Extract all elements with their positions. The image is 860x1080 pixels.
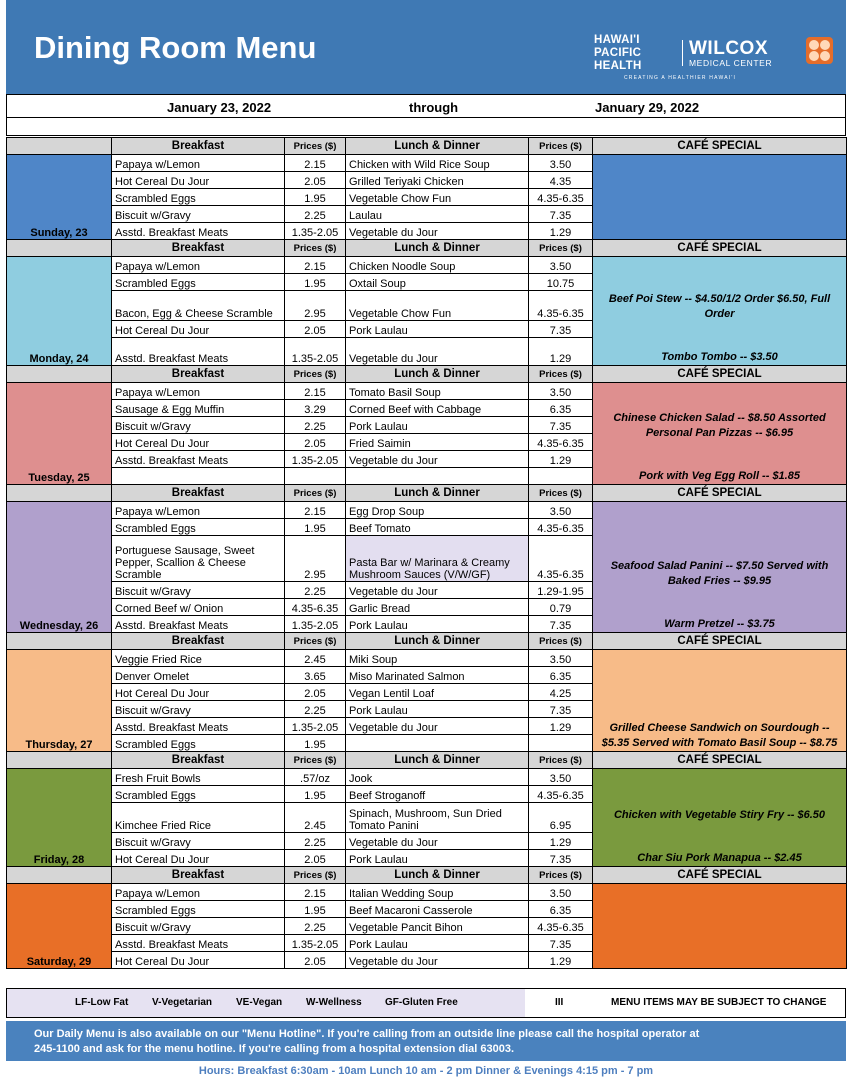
breakfast-item: Denver Omelet [112, 667, 285, 684]
lunch-dinner-header: Lunch & Dinner [346, 485, 529, 502]
lunch-dinner-price: 4.35-6.35 [529, 189, 593, 206]
breakfast-price: 2.25 [285, 701, 346, 718]
breakfast-price: 2.05 [285, 952, 346, 969]
breakfast-price: 2.15 [285, 155, 346, 172]
lunch-dinner-item: Egg Drop Soup [346, 502, 529, 519]
end-date: January 29, 2022 [595, 100, 700, 115]
breakfast-price: 2.05 [285, 172, 346, 189]
breakfast-prices-header: Prices ($) [285, 138, 346, 155]
breakfast-item: Papaya w/Lemon [112, 383, 285, 400]
breakfast-price: 1.95 [285, 274, 346, 291]
breakfast-item: Kimchee Fried Rice [112, 803, 285, 833]
breakfast-price: 2.25 [285, 918, 346, 935]
breakfast-price: 1.95 [285, 786, 346, 803]
breakfast-prices-header: Prices ($) [285, 485, 346, 502]
cafe-special-item: Chinese Chicken Salad -- $8.50 Assorted Personal Pan Pizzas -- $6.95 [613, 412, 826, 439]
lunch-dinner-price: 7.35 [529, 701, 593, 718]
day-label: Monday, 24 [7, 257, 112, 366]
lunch-dinner-price: 7.35 [529, 321, 593, 338]
lunch-dinner-price: 7.35 [529, 935, 593, 952]
lunch-dinner-price: 4.35-6.35 [529, 786, 593, 803]
hotline-text-line2: 245-1100 and ask for the menu hotline. If you're calling from a hospital extension dial 63003. [34, 1043, 515, 1055]
lunch-prices-header: Prices ($) [529, 633, 593, 650]
lunch-prices-header: Prices ($) [529, 138, 593, 155]
lunch-dinner-header: Lunch & Dinner [346, 366, 529, 383]
lunch-dinner-price: 1.29 [529, 952, 593, 969]
cafe-special-header: CAFÉ SPECIAL [593, 752, 847, 769]
lunch-dinner-item: Pork Laulau [346, 850, 529, 867]
breakfast-item: Hot Cereal Du Jour [112, 172, 285, 189]
breakfast-item: Papaya w/Lemon [112, 257, 285, 274]
breakfast-price: 2.05 [285, 434, 346, 451]
lunch-dinner-price: 6.35 [529, 667, 593, 684]
breakfast-item: Scrambled Eggs [112, 519, 285, 536]
wilcox-logo-name: WILCOX [689, 38, 768, 59]
cafe-special-item: Beef Poi Stew -- $4.50/1/2 Order $6.50, Full Order [608, 293, 831, 320]
breakfast-price: 2.45 [285, 650, 346, 667]
lunch-dinner-item: Miso Marinated Salmon [346, 667, 529, 684]
breakfast-price: 3.29 [285, 400, 346, 417]
breakfast-price: 2.15 [285, 884, 346, 901]
lunch-dinner-price: 1.29 [529, 338, 593, 366]
blank-header-cell [7, 366, 112, 383]
breakfast-price: .57/oz [285, 769, 346, 786]
lunch-dinner-price: 4.25 [529, 684, 593, 701]
cafe-special-item: Pork with Veg Egg Roll -- $1.85 [639, 470, 800, 482]
lunch-dinner-item: Pork Laulau [346, 616, 529, 633]
breakfast-price: 2.15 [285, 257, 346, 274]
legend-bar [6, 988, 846, 1018]
column-header-row [7, 485, 847, 502]
logo-divider [682, 40, 683, 66]
breakfast-price: 2.95 [285, 291, 346, 321]
legend-vegan: VE-Vegan [236, 997, 283, 1008]
lunch-dinner-item: Laulau [346, 206, 529, 223]
breakfast-price: 2.05 [285, 684, 346, 701]
breakfast-item: Papaya w/Lemon [112, 155, 285, 172]
column-header-row [7, 138, 847, 155]
breakfast-price: 1.95 [285, 901, 346, 918]
breakfast-item: Biscuit w/Gravy [112, 206, 285, 223]
lunch-dinner-item: Grilled Teriyaki Chicken [346, 172, 529, 189]
breakfast-item: Biscuit w/Gravy [112, 701, 285, 718]
cafe-special-item: Grilled Cheese Sandwich on Sourdough -- $5.35 Served with Tomato Basil Soup -- $8.75 [601, 722, 838, 749]
lunch-dinner-price: 3.50 [529, 769, 593, 786]
day-label: Saturday, 29 [7, 884, 112, 969]
lunch-dinner-item: Pork Laulau [346, 417, 529, 434]
logo-line: PACIFIC [594, 47, 642, 59]
lunch-dinner-price: 7.35 [529, 616, 593, 633]
breakfast-prices-header: Prices ($) [285, 867, 346, 884]
lunch-dinner-price: 6.35 [529, 400, 593, 417]
breakfast-item: Hot Cereal Du Jour [112, 434, 285, 451]
lunch-dinner-price [529, 735, 593, 752]
lunch-dinner-item: Vegetable Chow Fun [346, 291, 529, 321]
blank-header-cell [7, 240, 112, 257]
lunch-dinner-item: Vegetable du Jour [346, 718, 529, 735]
lunch-dinner-price: 4.35-6.35 [529, 536, 593, 582]
blank-header-cell [7, 867, 112, 884]
breakfast-price: 1.35-2.05 [285, 223, 346, 240]
lunch-dinner-item: Vegetable du Jour [346, 338, 529, 366]
column-header-row [7, 867, 847, 884]
lunch-dinner-item: Pasta Bar w/ Marinara & Creamy Mushroom Sauces (V/W/GF) [346, 536, 529, 582]
legend-vegetarian: V-Vegetarian [152, 997, 213, 1008]
blank-header-cell [7, 138, 112, 155]
lunch-dinner-price: 3.50 [529, 383, 593, 400]
cafe-special-header: CAFÉ SPECIAL [593, 485, 847, 502]
breakfast-item: Scrambled Eggs [112, 786, 285, 803]
flower-logo-icon [806, 37, 833, 64]
spacer-row [6, 118, 846, 136]
breakfast-item: Papaya w/Lemon [112, 884, 285, 901]
lunch-dinner-item: Corned Beef with Cabbage [346, 400, 529, 417]
breakfast-item: Portuguese Sausage, Sweet Pepper, Scallion & Cheese Scramble [112, 536, 285, 582]
lunch-dinner-price: 3.50 [529, 257, 593, 274]
breakfast-price: 2.25 [285, 417, 346, 434]
lunch-dinner-header: Lunch & Dinner [346, 240, 529, 257]
breakfast-header: Breakfast [112, 366, 285, 383]
breakfast-item: Hot Cereal Du Jour [112, 952, 285, 969]
cafe-special-item: Seafood Salad Panini -- $7.50 Served with Baked Fries -- $9.95 [610, 560, 829, 587]
lunch-dinner-item: Pork Laulau [346, 321, 529, 338]
lunch-prices-header: Prices ($) [529, 867, 593, 884]
breakfast-header: Breakfast [112, 138, 285, 155]
lunch-dinner-item: Vegetable du Jour [346, 223, 529, 240]
breakfast-price: 1.35-2.05 [285, 935, 346, 952]
lunch-dinner-price: 4.35-6.35 [529, 291, 593, 321]
day-label: Friday, 28 [7, 769, 112, 867]
breakfast-price: 1.95 [285, 735, 346, 752]
through-label: through [409, 100, 459, 115]
breakfast-item: Asstd. Breakfast Meats [112, 338, 285, 366]
breakfast-item: Veggie Fried Rice [112, 650, 285, 667]
lunch-dinner-item: Spinach, Mushroom, Sun Dried Tomato Panini [346, 803, 529, 833]
menu-row [7, 502, 847, 519]
breakfast-item: Asstd. Breakfast Meats [112, 718, 285, 735]
menu-row [7, 650, 847, 667]
breakfast-price: 1.95 [285, 189, 346, 206]
breakfast-price: 2.15 [285, 502, 346, 519]
change-notice: MENU ITEMS MAY BE SUBJECT TO CHANGE [611, 997, 827, 1008]
breakfast-item: Hot Cereal Du Jour [112, 850, 285, 867]
menu-row [7, 769, 847, 786]
breakfast-price: 2.45 [285, 803, 346, 833]
breakfast-price: 4.35-6.35 [285, 599, 346, 616]
menu-row [7, 155, 847, 172]
breakfast-item: Asstd. Breakfast Meats [112, 616, 285, 633]
lunch-prices-header: Prices ($) [529, 752, 593, 769]
header-banner [6, 0, 846, 94]
cafe-special-item: Chicken with Vegetable Stiry Fry -- $6.50 [613, 809, 826, 821]
breakfast-price: 2.05 [285, 850, 346, 867]
day-label: Sunday, 23 [7, 155, 112, 240]
lunch-dinner-price: 1.29 [529, 833, 593, 850]
breakfast-price: 1.95 [285, 519, 346, 536]
lunch-dinner-price: 0.79 [529, 599, 593, 616]
breakfast-price: 1.35-2.05 [285, 616, 346, 633]
lunch-dinner-price: 3.50 [529, 502, 593, 519]
breakfast-item: Asstd. Breakfast Meats [112, 223, 285, 240]
menu-table [6, 137, 847, 969]
lunch-prices-header: Prices ($) [529, 366, 593, 383]
breakfast-item: Scrambled Eggs [112, 901, 285, 918]
breakfast-header: Breakfast [112, 867, 285, 884]
breakfast-prices-header: Prices ($) [285, 240, 346, 257]
lunch-dinner-price: 3.50 [529, 884, 593, 901]
column-header-row [7, 752, 847, 769]
column-header-row [7, 633, 847, 650]
logo-line: HEALTH [594, 60, 642, 72]
lunch-dinner-item: Chicken with Wild Rice Soup [346, 155, 529, 172]
cafe-special-cell [593, 884, 847, 969]
lunch-prices-header: Prices ($) [529, 485, 593, 502]
breakfast-price: 2.95 [285, 536, 346, 582]
start-date: January 23, 2022 [167, 100, 272, 115]
lunch-prices-header: Prices ($) [529, 240, 593, 257]
breakfast-item: Biscuit w/Gravy [112, 833, 285, 850]
lunch-dinner-item: Miki Soup [346, 650, 529, 667]
lunch-dinner-price: 4.35-6.35 [529, 434, 593, 451]
breakfast-item: Biscuit w/Gravy [112, 417, 285, 434]
cafe-special-cell [593, 502, 847, 633]
lunch-dinner-item: Beef Tomato [346, 519, 529, 536]
column-header-row [7, 240, 847, 257]
breakfast-price: 2.15 [285, 383, 346, 400]
breakfast-item: Asstd. Breakfast Meats [112, 935, 285, 952]
breakfast-price: 2.25 [285, 582, 346, 599]
lunch-dinner-header: Lunch & Dinner [346, 138, 529, 155]
cafe-special-item: Char Siu Pork Manapua -- $2.45 [637, 852, 802, 864]
blank-header-cell [7, 752, 112, 769]
breakfast-price [285, 468, 346, 485]
hotline-footer [6, 1021, 846, 1061]
wilcox-logo-subtitle: MEDICAL CENTER [689, 58, 773, 68]
cafe-special-header: CAFÉ SPECIAL [593, 138, 847, 155]
lunch-dinner-item: Garlic Bread [346, 599, 529, 616]
lunch-dinner-price: 1.29 [529, 718, 593, 735]
lunch-dinner-header: Lunch & Dinner [346, 752, 529, 769]
hotline-text-line1: Our Daily Menu is also available on our "Menu Hotline". If you're calling from an outside line please call the hospital operator at [34, 1028, 700, 1040]
legend-wellness: W-Wellness [306, 997, 362, 1008]
date-range [6, 94, 846, 118]
lunch-dinner-price: 4.35-6.35 [529, 918, 593, 935]
breakfast-price: 2.25 [285, 833, 346, 850]
day-label: Wednesday, 26 [7, 502, 112, 633]
lunch-dinner-item: Pork Laulau [346, 935, 529, 952]
hours-text: Hours: Breakfast 6:30am - 10am Lunch 10 am - 2 pm Dinner & Evenings 4:15 pm - 7 pm [198, 1065, 654, 1077]
breakfast-item: Bacon, Egg & Cheese Scramble [112, 291, 285, 321]
lunch-dinner-price: 3.50 [529, 650, 593, 667]
lunch-dinner-item [346, 468, 529, 485]
lunch-dinner-price: 7.35 [529, 850, 593, 867]
cafe-special-cell [593, 257, 847, 366]
lunch-dinner-price: 4.35-6.35 [529, 519, 593, 536]
cafe-special-cell [593, 769, 847, 867]
breakfast-price: 1.35-2.05 [285, 451, 346, 468]
lunch-dinner-price: 6.95 [529, 803, 593, 833]
breakfast-header: Breakfast [112, 752, 285, 769]
lunch-dinner-price: 4.35 [529, 172, 593, 189]
lunch-dinner-item: Vegetable Chow Fun [346, 189, 529, 206]
lunch-dinner-price: 1.29 [529, 223, 593, 240]
lunch-dinner-item: Chicken Noodle Soup [346, 257, 529, 274]
column-header-row [7, 366, 847, 383]
breakfast-item: Scrambled Eggs [112, 274, 285, 291]
lunch-dinner-item: Fried Saimin [346, 434, 529, 451]
lunch-dinner-price: 1.29 [529, 451, 593, 468]
breakfast-item [112, 468, 285, 485]
breakfast-price: 1.35-2.05 [285, 718, 346, 735]
wilcox-logo [689, 39, 772, 68]
lunch-dinner-item: Vegetable du Jour [346, 582, 529, 599]
breakfast-item: Biscuit w/Gravy [112, 582, 285, 599]
menu-row [7, 884, 847, 901]
menu-row [7, 257, 847, 274]
lunch-dinner-item [346, 735, 529, 752]
cafe-special-item: Warm Pretzel -- $3.75 [664, 618, 775, 630]
breakfast-item: Fresh Fruit Bowls [112, 769, 285, 786]
breakfast-header: Breakfast [112, 485, 285, 502]
breakfast-item: Biscuit w/Gravy [112, 918, 285, 935]
cafe-special-header: CAFÉ SPECIAL [593, 366, 847, 383]
legend-mark: III [555, 997, 564, 1008]
lunch-dinner-item: Italian Wedding Soup [346, 884, 529, 901]
lunch-dinner-item: Vegetable du Jour [346, 833, 529, 850]
breakfast-item: Scrambled Eggs [112, 735, 285, 752]
cafe-special-header: CAFÉ SPECIAL [593, 867, 847, 884]
breakfast-prices-header: Prices ($) [285, 366, 346, 383]
lunch-dinner-item: Vegetable du Jour [346, 451, 529, 468]
breakfast-item: Hot Cereal Du Jour [112, 321, 285, 338]
breakfast-header: Breakfast [112, 240, 285, 257]
day-label: Thursday, 27 [7, 650, 112, 752]
cafe-special-item: Tombo Tombo -- $3.50 [661, 351, 778, 363]
breakfast-price: 3.65 [285, 667, 346, 684]
breakfast-item: Papaya w/Lemon [112, 502, 285, 519]
breakfast-item: Sausage & Egg Muffin [112, 400, 285, 417]
cafe-special-cell [593, 383, 847, 485]
lunch-dinner-price: 7.35 [529, 206, 593, 223]
legend-gluten-free: GF-Gluten Free [385, 997, 458, 1008]
lunch-dinner-item: Beef Stroganoff [346, 786, 529, 803]
lunch-dinner-item: Tomato Basil Soup [346, 383, 529, 400]
page-title: Dining Room Menu [34, 30, 317, 65]
day-label: Tuesday, 25 [7, 383, 112, 485]
lunch-dinner-price: 10.75 [529, 274, 593, 291]
logo-tagline: CREATING A HEALTHIER HAWAI'I [624, 75, 737, 81]
lunch-dinner-header: Lunch & Dinner [346, 633, 529, 650]
cafe-special-header: CAFÉ SPECIAL [593, 633, 847, 650]
breakfast-price: 1.35-2.05 [285, 338, 346, 366]
breakfast-prices-header: Prices ($) [285, 633, 346, 650]
blank-header-cell [7, 633, 112, 650]
lunch-dinner-item: Beef Macaroni Casserole [346, 901, 529, 918]
breakfast-item: Hot Cereal Du Jour [112, 684, 285, 701]
lunch-dinner-price: 6.35 [529, 901, 593, 918]
breakfast-header: Breakfast [112, 633, 285, 650]
breakfast-item: Scrambled Eggs [112, 189, 285, 206]
menu-row [7, 383, 847, 400]
lunch-dinner-item: Jook [346, 769, 529, 786]
lunch-dinner-item: Vegetable du Jour [346, 952, 529, 969]
breakfast-price: 2.25 [285, 206, 346, 223]
cafe-special-cell [593, 650, 847, 752]
blank-header-cell [7, 485, 112, 502]
legend-low-fat: LF-Low Fat [75, 997, 129, 1008]
lunch-dinner-price: 3.50 [529, 155, 593, 172]
lunch-dinner-item: Oxtail Soup [346, 274, 529, 291]
cafe-special-cell [593, 155, 847, 240]
lunch-dinner-header: Lunch & Dinner [346, 867, 529, 884]
logo-line: HAWAI'I [594, 34, 640, 46]
lunch-dinner-price: 1.29-1.95 [529, 582, 593, 599]
hawaii-pacific-health-logo [594, 34, 642, 73]
cafe-special-header: CAFÉ SPECIAL [593, 240, 847, 257]
lunch-dinner-item: Vegetable Pancit Bihon [346, 918, 529, 935]
lunch-dinner-item: Vegan Lentil Loaf [346, 684, 529, 701]
breakfast-price: 2.05 [285, 321, 346, 338]
breakfast-item: Corned Beef w/ Onion [112, 599, 285, 616]
breakfast-prices-header: Prices ($) [285, 752, 346, 769]
lunch-dinner-item: Pork Laulau [346, 701, 529, 718]
lunch-dinner-price: 7.35 [529, 417, 593, 434]
breakfast-item: Asstd. Breakfast Meats [112, 451, 285, 468]
lunch-dinner-price [529, 468, 593, 485]
